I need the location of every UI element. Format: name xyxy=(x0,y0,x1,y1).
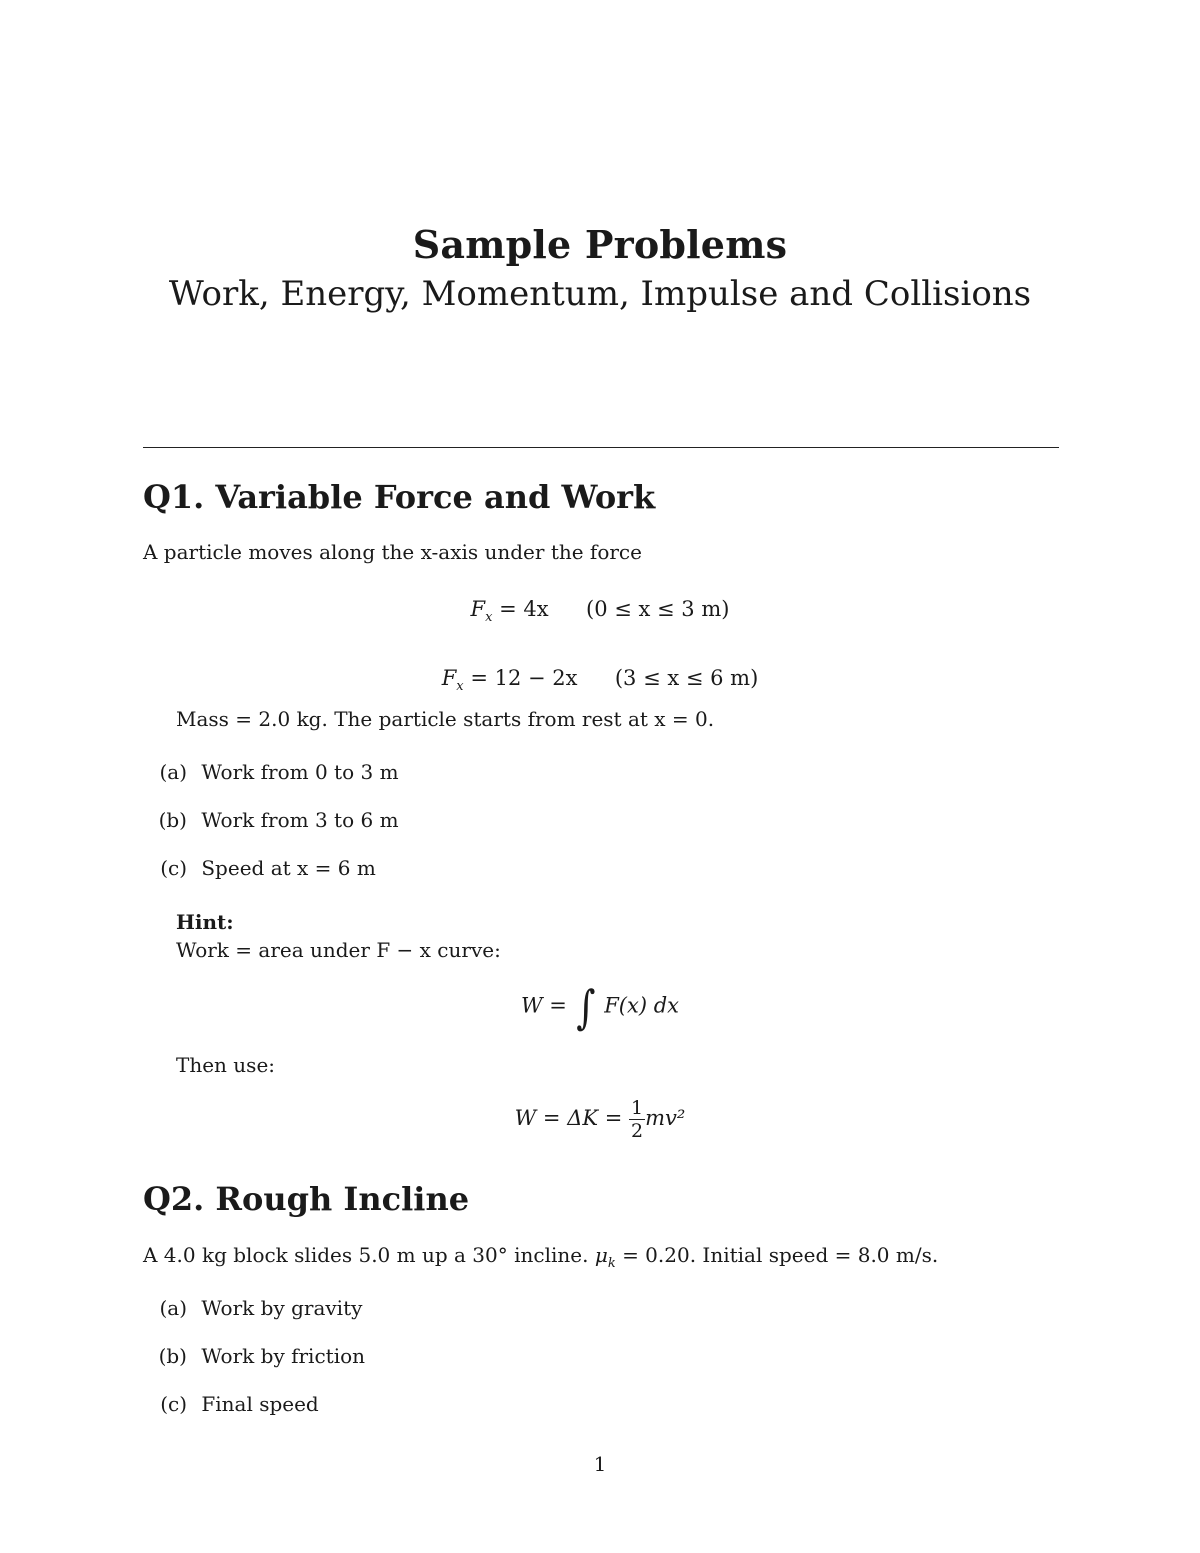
q1-equation-2: $F_x = 12 - 2x$ (3 ≤ x ≤ 6 m) xyxy=(441,666,759,695)
integral-body: F(x) dx xyxy=(604,993,679,1018)
q2-item-b xyxy=(143,1344,365,1368)
integral-sign-icon: ∫ xyxy=(575,980,596,1034)
q1-hint-label: Hint: xyxy=(176,910,234,934)
item-text: Work by gravity xyxy=(201,1296,363,1320)
page-subtitle: Work, Energy, Momentum, Impulse and Collisions xyxy=(168,274,1032,314)
q1-integral-equation xyxy=(0,980,1200,1034)
item-label: (b) xyxy=(158,808,187,832)
q2-heading: Q2. Rough Incline xyxy=(143,1180,470,1218)
item-text: Final speed xyxy=(201,1392,319,1416)
energy-rhs: mv² xyxy=(645,1106,686,1130)
item-label: (c) xyxy=(160,856,187,880)
item-text: Work by friction xyxy=(201,1344,366,1368)
q2-item-c xyxy=(143,1392,319,1416)
q2-intro: A 4.0 kg block slides 5.0 m up a 30° incline. $\mu_k = 0.20$. Initial speed = 8.0 m/s. xyxy=(143,1243,939,1271)
q1-eq1-range: (0 ≤ x ≤ 3 m) xyxy=(586,597,730,621)
q1-equation-1: $F_x = 4x$ (0 ≤ x ≤ 3 m) xyxy=(470,597,730,626)
q1-energy-equation xyxy=(0,1097,1200,1142)
q1-then-use: Then use: xyxy=(176,1053,276,1077)
item-label: (a) xyxy=(159,1296,187,1320)
item-text: Work from 0 to 3 m xyxy=(201,760,399,784)
page-number: 1 xyxy=(593,1452,607,1476)
integral-lhs: W = xyxy=(521,993,567,1018)
item-label: (a) xyxy=(159,760,187,784)
page-title: Sample Problems xyxy=(412,222,788,267)
q1-hint-text: Work = area under F − x curve: xyxy=(176,938,501,962)
item-label: (b) xyxy=(158,1344,187,1368)
item-label: (c) xyxy=(160,1392,187,1416)
q1-item-b xyxy=(143,808,399,832)
q1-heading: Q1. Variable Force and Work xyxy=(143,478,656,516)
q1-intro: A particle moves along the x-axis under the force xyxy=(143,540,642,564)
q1-eq1-rhs: 4x xyxy=(523,597,549,621)
horizontal-rule xyxy=(143,447,1059,448)
item-text: Speed at x = 6 m xyxy=(201,856,376,880)
q1-item-c xyxy=(143,856,376,880)
q1-item-a xyxy=(143,760,399,784)
q2-item-a xyxy=(143,1296,362,1320)
item-text: Work from 3 to 6 m xyxy=(201,808,399,832)
q1-mass-line: Mass = 2.0 kg. The particle starts from rest at x = 0. xyxy=(176,707,715,731)
q1-eq2-range: (3 ≤ x ≤ 6 m) xyxy=(614,666,759,690)
q1-eq2-rhs: 12 − 2x xyxy=(494,666,578,690)
energy-lhs: W = ΔK = xyxy=(514,1106,623,1130)
fraction-one-half: $\frac{1}{2}$ xyxy=(631,1097,644,1142)
